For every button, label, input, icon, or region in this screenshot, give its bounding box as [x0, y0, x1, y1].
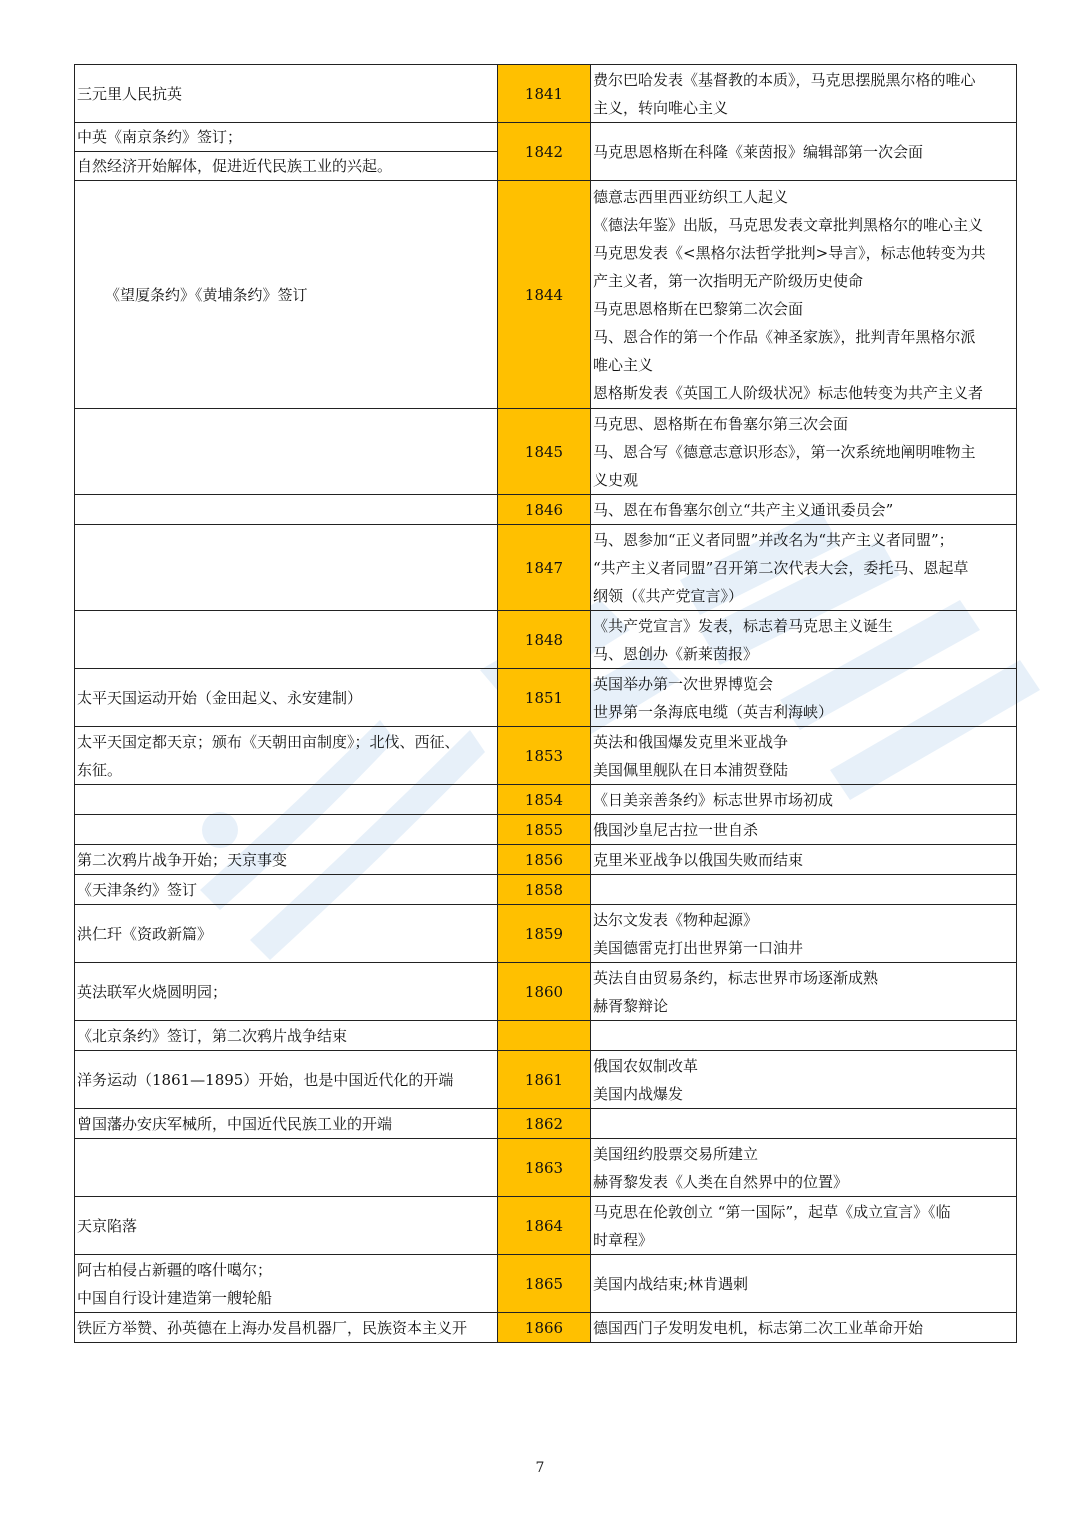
world-event-cell: [591, 1313, 1017, 1343]
table-row: [75, 1021, 1017, 1051]
world-event-cell: [591, 815, 1017, 845]
table-row: [75, 963, 1017, 1021]
year-cell: 1865: [498, 1255, 591, 1313]
world-event-text: 英国举办第一次世界博览会: [593, 674, 774, 693]
world-event-cell: [591, 845, 1017, 875]
world-event-text: 美国内战爆发: [593, 1084, 684, 1103]
china-event-text: 铁匠方举赞、孙英德在上海办发昌机器厂，民族资本主义开: [77, 1318, 468, 1337]
table-row: [75, 905, 1017, 963]
world-event-text: 马、恩合写《德意志意识形态》，第一次系统地阐明唯物主: [593, 442, 976, 461]
year-cell: 1860: [498, 963, 591, 1021]
world-event-text: 英法和俄国爆发克里米亚战争: [593, 732, 789, 751]
year-cell: 1861: [498, 1051, 591, 1109]
world-event-text: 德国西门子发明发电机，标志第二次工业革命开始: [593, 1318, 924, 1337]
world-event-text: 马、恩参加“正义者同盟”并改名为“共产主义者同盟”；: [593, 530, 954, 549]
year-cell: 1862: [498, 1109, 591, 1139]
world-event-text: 美国内战结束;林肯遇刺: [593, 1274, 749, 1293]
table-row: [75, 785, 1017, 815]
world-event-cell: [591, 123, 1017, 181]
world-event-text: 马、恩在布鲁塞尔创立“共产主义通讯委员会”: [593, 500, 894, 519]
world-event-text: 美国纽约股票交易所建立: [593, 1144, 759, 1163]
world-event-text: 唯心主义: [593, 355, 654, 374]
world-event-text: 俄国沙皇尼古拉一世自杀: [593, 820, 759, 839]
china-event-cell: [75, 65, 498, 123]
china-event-cell: [75, 409, 498, 495]
world-event-cell: [591, 1109, 1017, 1139]
china-event-cell: [75, 815, 498, 845]
year-cell: 1859: [498, 905, 591, 963]
world-event-text: 费尔巴哈发表《基督教的本质》，马克思摆脱黑尔格的唯心: [593, 70, 976, 89]
china-event-text: 东征。: [77, 760, 123, 779]
world-event-text: 世界第一条海底电缆（英吉利海峡）: [593, 702, 834, 721]
table-row: [75, 815, 1017, 845]
china-event-cell: [75, 845, 498, 875]
world-event-cell: [591, 409, 1017, 495]
year-cell: 1854: [498, 785, 591, 815]
world-event-cell: [591, 727, 1017, 785]
year-cell: 1847: [498, 525, 591, 611]
world-event-cell: [591, 65, 1017, 123]
china-event-cell: [75, 123, 498, 181]
world-event-text: 马、恩创办《新莱茵报》: [593, 644, 759, 663]
page-number: 7: [535, 1460, 545, 1476]
china-event-cell: [75, 963, 498, 1021]
world-event-cell: [591, 495, 1017, 525]
world-event-text: 马、恩合作的第一个作品《神圣家族》，批判青年黑格尔派: [593, 327, 976, 346]
world-event-cell: [591, 875, 1017, 905]
china-event-cell: [75, 785, 498, 815]
china-event-cell: [75, 1051, 498, 1109]
year-cell: 1853: [498, 727, 591, 785]
table-row: [75, 1313, 1017, 1343]
china-event-text: 三元里人民抗英: [77, 84, 183, 103]
world-event-cell: [591, 1197, 1017, 1255]
table-row: [75, 669, 1017, 727]
timeline-body: [75, 65, 1017, 1343]
year-cell: 1863: [498, 1139, 591, 1197]
year-cell: 1851: [498, 669, 591, 727]
world-event-text: 时章程》: [593, 1230, 654, 1249]
table-row: [75, 181, 1017, 409]
table-row: [75, 65, 1017, 123]
year-cell: 1855: [498, 815, 591, 845]
world-event-text: 赫胥黎辩论: [593, 996, 669, 1015]
china-event-text: 英法联军火烧圆明园；: [77, 982, 228, 1001]
china-event-cell: [75, 525, 498, 611]
table-row: [75, 409, 1017, 495]
world-event-text: 马克思在伦敦创立 “第一国际”，起草《成立宣言》《临: [593, 1202, 951, 1221]
year-cell: 1866: [498, 1313, 591, 1343]
china-event-cell: [75, 1139, 498, 1197]
china-event-text: 曾国藩办安庆军械所，中国近代民族工业的开端: [77, 1114, 393, 1133]
china-event-text: 中英《南京条约》签订；: [77, 128, 243, 146]
world-event-text: 克里米亚战争以俄国失败而结束: [593, 850, 804, 869]
world-event-cell: [591, 1051, 1017, 1109]
year-cell: [498, 1021, 591, 1051]
world-event-cell: [591, 963, 1017, 1021]
world-event-text: 英法自由贸易条约，标志世界市场逐渐成熟: [593, 968, 879, 987]
world-event-text: 达尔文发表《物种起源》: [593, 910, 759, 929]
year-cell: 1858: [498, 875, 591, 905]
china-event-text: 洪仁玕《资政新篇》: [77, 924, 213, 943]
world-event-cell: [591, 905, 1017, 963]
world-event-text: 马克思、恩格斯在布鲁塞尔第三次会面: [593, 414, 849, 433]
world-event-cell: [591, 1021, 1017, 1051]
world-event-text: 主义，转向唯心主义: [593, 98, 729, 117]
china-event-cell: [75, 181, 498, 409]
china-event-text: 太平天国定都天京；颁布《天朝田亩制度》；北伐、西征、: [77, 732, 460, 751]
year-cell: 1856: [498, 845, 591, 875]
china-event-cell: [75, 875, 498, 905]
world-event-text: 赫胥黎发表《人类在自然界中的位置》: [593, 1172, 849, 1191]
table-row: [75, 1051, 1017, 1109]
world-event-text: 产主义者，第一次指明无产阶级历史使命: [593, 271, 864, 290]
world-event-text: 美国佩里舰队在日本浦贺登陆: [593, 760, 789, 779]
world-event-text: 马克思恩格斯在巴黎第二次会面: [593, 299, 804, 318]
world-event-text: 德意志西里西亚纺织工人起义: [593, 187, 789, 206]
china-event-cell: [75, 669, 498, 727]
world-event-text: 恩格斯发表《英国工人阶级状况》标志他转变为共产主义者: [593, 383, 984, 402]
table-row: [75, 525, 1017, 611]
world-event-cell: [591, 525, 1017, 611]
year-cell: 1846: [498, 495, 591, 525]
china-event-text: 自然经济开始解体，促进近代民族工业的兴起。: [75, 151, 497, 180]
world-event-cell: [591, 785, 1017, 815]
year-cell: 1844: [498, 181, 591, 409]
year-cell: 1864: [498, 1197, 591, 1255]
table-row: [75, 875, 1017, 905]
china-event-text: 太平天国运动开始（金田起义、永安建制）: [77, 688, 363, 707]
table-row: [75, 1109, 1017, 1139]
world-event-cell: [591, 669, 1017, 727]
china-event-text: 阿古柏侵占新疆的喀什噶尔；: [77, 1260, 273, 1279]
china-event-text: 《天津条约》签订: [77, 880, 198, 899]
china-event-text: 洋务运动（1861—1895）开始，也是中国近代化的开端: [77, 1070, 454, 1089]
china-event-cell: [75, 1255, 498, 1313]
world-event-cell: [591, 1139, 1017, 1197]
table-row: [75, 123, 1017, 181]
table-row: [75, 1197, 1017, 1255]
china-event-cell: [75, 1197, 498, 1255]
world-event-text: 俄国农奴制改革: [593, 1056, 699, 1075]
world-event-text: 《德法年鉴》出版，马克思发表文章批判黑格尔的唯心主义: [593, 215, 984, 234]
world-event-text: 马克思发表《<黑格尔法哲学批判>导言》，标志他转变为共: [593, 243, 986, 262]
world-event-text: 马克思恩格斯在科隆《莱茵报》编辑部第一次会面: [593, 142, 924, 161]
year-cell: 1841: [498, 65, 591, 123]
year-cell: 1845: [498, 409, 591, 495]
year-cell: 1842: [498, 123, 591, 181]
world-event-text: 《共产党宣言》发表，标志着马克思主义诞生: [593, 616, 894, 635]
china-event-text: 《北京条约》签订，第二次鸦片战争结束: [77, 1026, 348, 1045]
china-event-text: 第二次鸦片战争开始；天京事变: [77, 850, 288, 869]
world-event-text: “共产主义者同盟”召开第二次代表大会，委托马、恩起草: [593, 558, 969, 577]
world-event-text: 《日美亲善条约》标志世界市场初成: [593, 790, 834, 809]
china-event-cell: [75, 1109, 498, 1139]
world-event-text: 美国德雷克打出世界第一口油井: [593, 938, 804, 957]
china-event-text: 《望厦条约》《黄埔条约》签订: [105, 285, 308, 304]
table-row: [75, 1139, 1017, 1197]
table-row: [75, 1255, 1017, 1313]
world-event-cell: [591, 1255, 1017, 1313]
table-row: [75, 845, 1017, 875]
china-event-text: 中国自行设计建造第一艘轮船: [77, 1288, 273, 1307]
china-event-cell: [75, 727, 498, 785]
china-event-cell: [75, 611, 498, 669]
world-event-text: 义史观: [593, 470, 639, 489]
china-event-text: 天京陷落: [77, 1216, 138, 1235]
table-row: [75, 727, 1017, 785]
world-event-cell: [591, 611, 1017, 669]
world-event-cell: [591, 181, 1017, 409]
china-event-cell: [75, 495, 498, 525]
world-event-text: 纲领（《共产党宣言》）: [593, 586, 744, 605]
table-row: [75, 495, 1017, 525]
china-event-cell: [75, 905, 498, 963]
china-event-cell: [75, 1021, 498, 1051]
year-cell: 1848: [498, 611, 591, 669]
table-row: [75, 611, 1017, 669]
history-timeline-table: [74, 64, 1017, 1343]
china-event-cell: [75, 1313, 498, 1343]
